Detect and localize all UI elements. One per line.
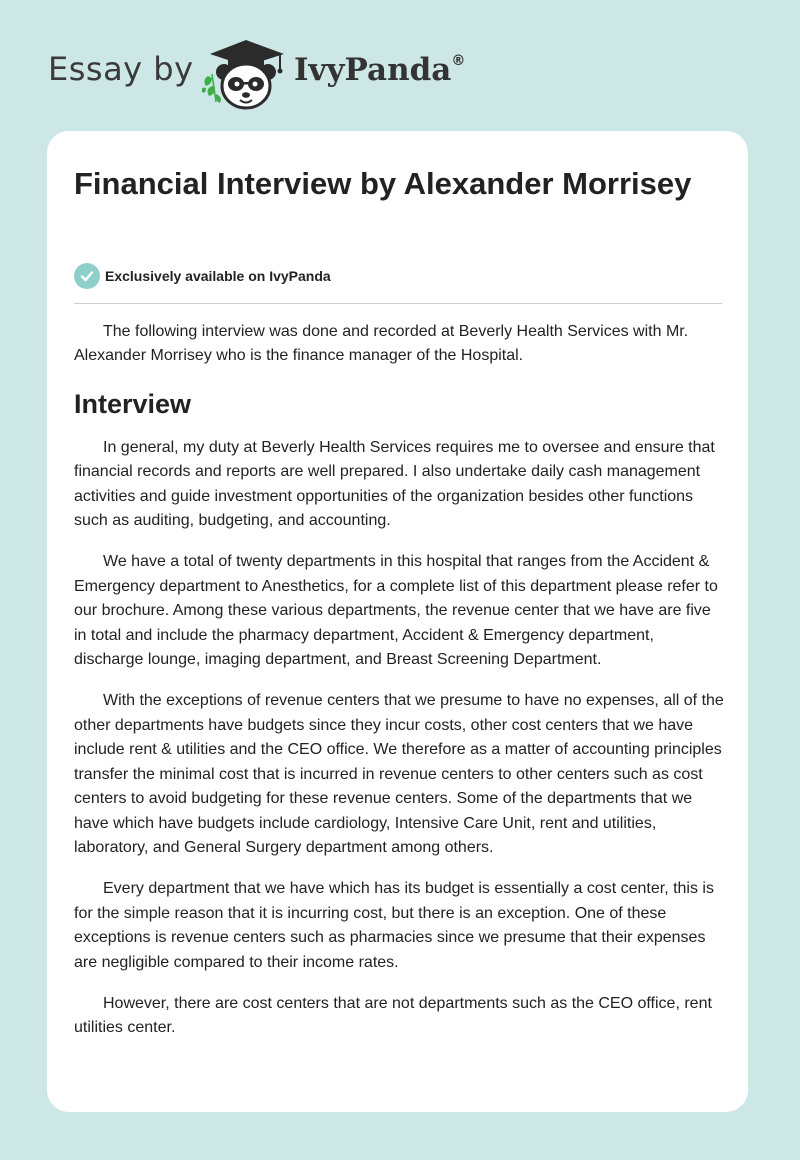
intro-paragraph: The following interview was done and recorded at Beverly Health Services with Mr. Alexander Morrisey who is the finance manager of the Hospital. [74, 323, 689, 365]
site-header [48, 36, 548, 116]
body-paragraph: In general, my duty at Beverly Health Services requires me to oversee and ensure that financial records and reports are well prepared. I also undertake daily cash management activities and guide investment opportunities of the organization besides other functions such as auditing, budgeting, and accounting. [74, 438, 715, 530]
body-paragraph: However, there are cost centers that are not departments such as the CEO office, rent utilities center. [74, 994, 712, 1037]
article-title: Financial Interview by Alexander Morrisey [74, 166, 692, 201]
check-circle-icon [74, 263, 100, 289]
article-body [74, 320, 724, 1058]
ivy-leaf-icon [202, 74, 221, 103]
body-paragraph: With the exceptions of revenue centers that we presume to have no expenses, all of the other departments have budgets since they incur costs, other cost centers that we have include rent & utilities and the CEO office. We therefore as a matter of accounting principles transfer the minimal cost that is incurred in revenue centers to other centers such as cost centers to avoid budgeting for these revenue centers. Some of the departments that we have which have budgets include cardiology, Intensive Care Unit, rent and utilities, laboratory, and General Surgery department among others. [74, 692, 724, 856]
body-paragraph: We have a total of twenty departments in this hospital that ranges from the Accident & Emergency department to Anesthetics, for a complete list of this department please refer to our brochure. Among these various departments, the revenue center that we have are five in total and include the pharmacy department, Accident & Emergency department, discharge lounge, imaging department, and Breast Screening Department. [74, 553, 718, 669]
exclusive-badge [74, 263, 331, 289]
body-paragraph: Every department that we have which has its budget is essentially a cost center, this is for the simple reason that it is incurring cost, but there is an exception. One of these exceptions is revenue centers such as pharmacies since we presume that their expenses are negligible compared to their income rates. [74, 880, 714, 971]
section-heading: Interview [74, 388, 192, 419]
brand-name [294, 52, 465, 88]
registered-mark: ® [451, 52, 466, 69]
brand-name-text: IvyPanda [294, 52, 452, 88]
article-card [47, 131, 748, 1112]
exclusive-badge-label: Exclusively available on IvyPanda [105, 268, 331, 284]
essay-by-label: Essay by [48, 50, 194, 88]
panda-logo-icon [202, 36, 290, 112]
divider [74, 303, 722, 304]
